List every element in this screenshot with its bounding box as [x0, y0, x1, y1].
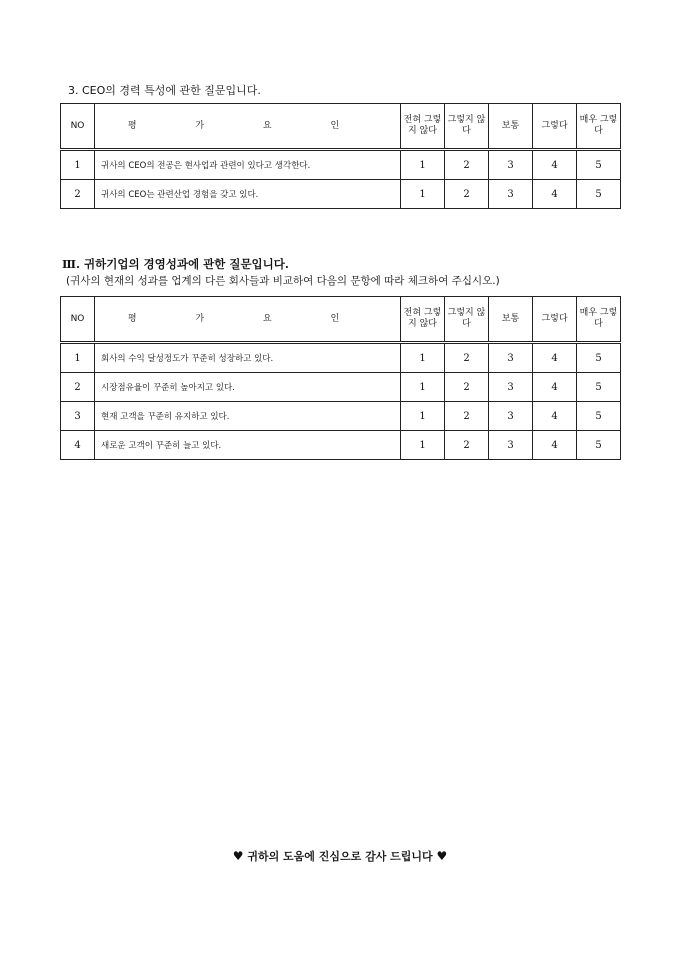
header-scale-3: 보통 [489, 297, 533, 343]
thanks-message [0, 848, 680, 864]
score-option[interactable]: 4 [533, 373, 577, 402]
table-header-row [61, 297, 621, 343]
header-scale-2: 그렇지 않다 [445, 104, 489, 150]
header-factor: 평 가 요 인 [95, 297, 401, 343]
score-option[interactable]: 5 [577, 180, 621, 209]
score-option[interactable]: 2 [445, 431, 489, 460]
thanks-text: 귀하의 도움에 진심으로 감사 드립니다 [247, 850, 433, 863]
header-factor: 평 가 요 인 [95, 104, 401, 150]
header-scale-2: 그렇지 않다 [445, 297, 489, 343]
score-option[interactable]: 5 [577, 373, 621, 402]
header-no: NO [61, 104, 95, 150]
score-option[interactable]: 3 [489, 402, 533, 431]
table-row [61, 180, 621, 209]
score-option[interactable]: 2 [445, 343, 489, 373]
score-option[interactable]: 2 [445, 180, 489, 209]
score-option[interactable]: 3 [489, 150, 533, 180]
section-iii-subtitle: (귀사의 현재의 성과를 업계의 다른 회사들과 비교하여 다음의 문항에 따라 체크하여 주십시오.) [66, 275, 500, 287]
score-option[interactable]: 1 [401, 402, 445, 431]
header-scale-5: 매우 그렇다 [577, 104, 621, 150]
score-option[interactable]: 5 [577, 343, 621, 373]
score-option[interactable]: 3 [489, 373, 533, 402]
row-no: 4 [61, 431, 95, 460]
ceo-career-table [60, 103, 621, 209]
score-option[interactable]: 3 [489, 431, 533, 460]
row-no: 2 [61, 180, 95, 209]
row-no: 1 [61, 343, 95, 373]
table-row [61, 373, 621, 402]
row-item: 귀사의 CEO의 전공은 현사업과 관련이 있다고 생각한다. [95, 150, 401, 180]
table-row [61, 402, 621, 431]
table-row [61, 343, 621, 373]
score-option[interactable]: 4 [533, 402, 577, 431]
score-option[interactable]: 5 [577, 402, 621, 431]
score-option[interactable]: 1 [401, 343, 445, 373]
header-scale-4: 그렇다 [533, 104, 577, 150]
score-option[interactable]: 2 [445, 373, 489, 402]
header-scale-1: 전혀 그렇지 않다 [401, 297, 445, 343]
row-item: 시장점유율이 꾸준히 높아지고 있다. [95, 373, 401, 402]
row-no: 1 [61, 150, 95, 180]
score-option[interactable]: 4 [533, 180, 577, 209]
score-option[interactable]: 5 [577, 150, 621, 180]
section-iii-title: Ⅲ. 귀하기업의 경영성과에 관한 질문입니다. [62, 257, 289, 271]
score-option[interactable]: 4 [533, 150, 577, 180]
score-option[interactable]: 1 [401, 150, 445, 180]
row-item: 회사의 수익 달성정도가 꾸준히 성장하고 있다. [95, 343, 401, 373]
score-option[interactable]: 2 [445, 402, 489, 431]
header-no: NO [61, 297, 95, 343]
score-option[interactable]: 2 [445, 150, 489, 180]
row-item: 현재 고객을 꾸준히 유지하고 있다. [95, 402, 401, 431]
performance-table [60, 296, 621, 460]
table-header-row [61, 104, 621, 150]
score-option[interactable]: 1 [401, 431, 445, 460]
row-no: 2 [61, 373, 95, 402]
header-scale-4: 그렇다 [533, 297, 577, 343]
header-scale-1: 전혀 그렇지 않다 [401, 104, 445, 150]
score-option[interactable]: 4 [533, 343, 577, 373]
section-3-title: 3. CEO의 경력 특성에 관한 질문입니다. [68, 84, 261, 97]
header-scale-3: 보통 [489, 104, 533, 150]
score-option[interactable]: 1 [401, 180, 445, 209]
score-option[interactable]: 1 [401, 373, 445, 402]
row-item: 귀사의 CEO는 관련산업 경험을 갖고 있다. [95, 180, 401, 209]
header-scale-5: 매우 그렇다 [577, 297, 621, 343]
heart-icon: ♥ [436, 849, 448, 863]
score-option[interactable]: 5 [577, 431, 621, 460]
table-row [61, 150, 621, 180]
row-item: 새로운 고객이 꾸준히 늘고 있다. [95, 431, 401, 460]
score-option[interactable]: 4 [533, 431, 577, 460]
heart-icon: ♥ [232, 849, 244, 863]
score-option[interactable]: 3 [489, 343, 533, 373]
row-no: 3 [61, 402, 95, 431]
score-option[interactable]: 3 [489, 180, 533, 209]
table-row [61, 431, 621, 460]
